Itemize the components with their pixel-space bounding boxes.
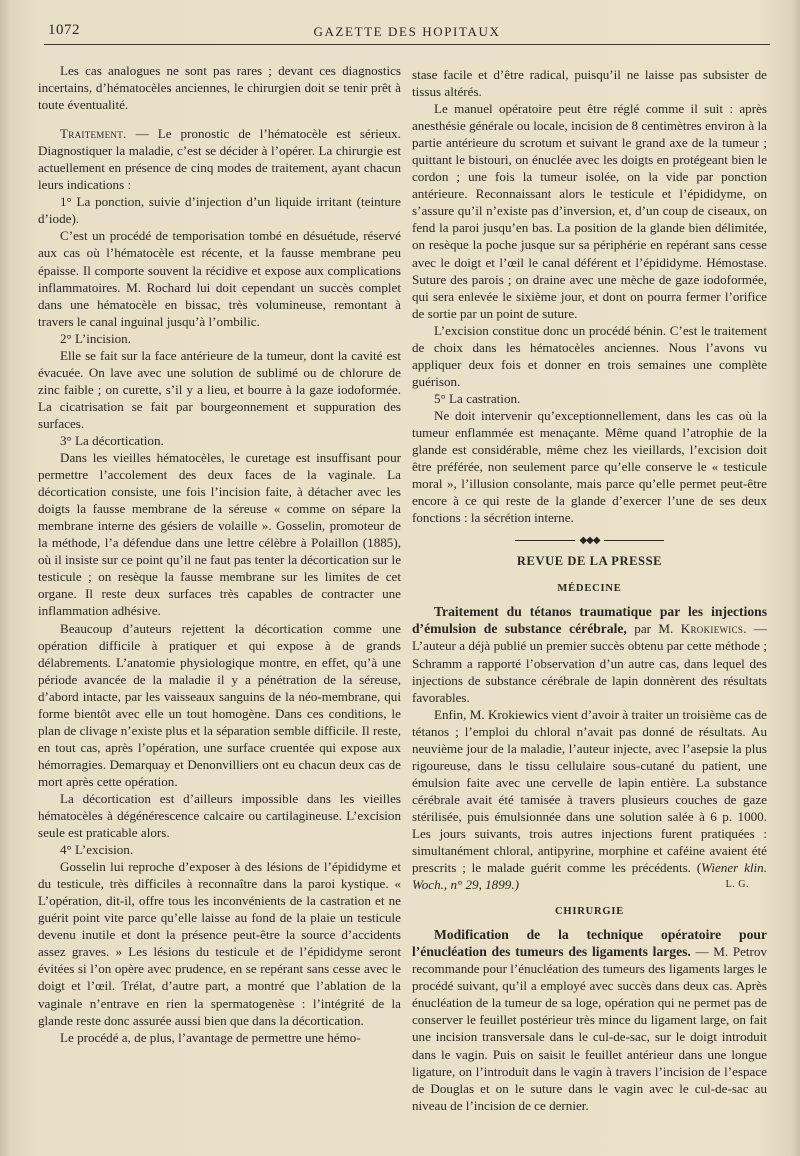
journal-title: GAZETTE DES HOPITAUX [313, 24, 501, 39]
rubric-medecine: MÉDECINE [557, 583, 622, 595]
paragraph: 1° La ponction, suivie d’injection d’un liquide irritant (teinture d’iode). [38, 194, 401, 227]
paragraph: stase facile et d’être radical, puisqu’il ne laisse pas subsister de tissus altérés. [412, 67, 767, 100]
article-source: Wiener klin. Woch. [412, 860, 767, 893]
paragraph: 2° L’incision. [60, 330, 131, 346]
paragraph: C’est un procédé de temporisation tombé en désuétude, réservé aux cas où l’hématocèle est récente, et la fausse membrane peu épaisse. Il comporte souvent la récidive et expose aux complications inflammatoires. M. Rochard lui doit cependant un succès complet dans une hématocèle en bissac, très volumineuse, remontant à travers le canal inguinal jusqu’à l’ombilic. [38, 228, 401, 329]
article-text: — M. Petrov recommande pour l’énucléation des tumeurs des ligaments larges le procédé suivant, qu’il a employé avec succès dans deux cas. Après énucléation de la tumeur de sa loge, opération qui ne permet pas de conserver le feuillet postérieur très mince du ligament large, on fait une incision transversale dans le cul-de-sac, sur le doigt introduit dans le vagin. Puis on saisit le feuillet antérieur dans une longue ligature, on l’introduit dans le vagin à travers l’incision de l’espace de Douglas et on le suture dans le vagin avec le cul-de-sac au niveau de l’incision de ce dernier. [412, 944, 767, 1113]
diamond-ornament-icon: ◆◆◆ [579, 534, 600, 546]
paragraph: Beaucoup d’auteurs rejettent la décortication comme une opération difficile à pratiquer et qui expose à de grands délabrements. L’anatomie physiologique montre, en effet, qu’à une période avancée de la maladie il y a pénétration de la séreuse, d’abord intacte, par les vaisseaux sanguins de la néo-membrane, qui forme bientôt avec elle un tout homogène. Dans ces conditions, le plan de clivage n’existe plus et la séparation semble difficile. Il reste, en tout cas, après l’opération, une surface cruentée qui expose aux hémorragies. Demarquay et Denonvilliers ont eu chacun deux cas de mort après cette opération. [38, 620, 401, 789]
paragraph: La décortication est d’ailleurs impossible dans les vieilles hématocèles à dégénérescence calcaire ou cartilagineuse. L’excision seule est praticable alors. [38, 790, 401, 841]
paragraph: Elle se fait sur la face antérieure de la tumeur, dont la cavité est évacuée. On lave avec une solution de sublimé ou de chlorure de zinc faible ; on curette, s’il y a lieu, et bourre à la gaze iodoformée. La cicatrisation se fait par bourgeonnement et suppuration des surfaces. [38, 347, 401, 431]
paragraph: Gosselin lui reproche d’exposer à des lésions de l’épididyme et du testicule, très difficiles à reconnaître dans la paroi kystique. « L’opération, dit-il, offre tous les inconvénients de la castration et ne guérit point vite parce qu’elle laisse au fond de la plaie un testicule devenu inutile et dont la présence peut-être la source d’accidents assez graves. » Les lésions du testicule et de l’épididyme seront évitées si l’on opère avec prudence, en se repérant sans cesse avec le doigt et l’œil. Trélat, d’autre part, a montré que l’ablation de la vaginale n’entrave en rien la spermatogenèse : l’intégrité de la glande reste donc assurée aussi bien que dans la décortication. [38, 859, 401, 1028]
ornamental-divider [412, 535, 767, 545]
treatment-paragraph [38, 125, 401, 193]
article-ligaments [412, 926, 767, 1114]
page-number: 1072 [48, 22, 80, 38]
article-title: Modification de la technique opératoire pour l’énucléation des tumeurs des ligaments larges. [412, 927, 767, 960]
article-byline: par M. [626, 621, 681, 637]
paragraph: 5° La castration. [434, 390, 521, 406]
treatment-heading: Traitement. [60, 126, 127, 142]
paragraph: Ne doit intervenir qu’exceptionnellement, dans les cas où la tumeur enflammée est menaçante. Même quand l’atrophie de la glande est considérable, même chez les vieillards, l’excision doit être préférée, non seulement parce qu’elle conserve le « testicule moral », l’illusion consolante, mais parce qu’elle permet peut-être encore à ce qui reste de la glande d’exercer l’une de ses deux fonctions : la sécrétion interne. [412, 407, 767, 526]
divider-line [604, 540, 664, 541]
paragraph: Dans les vieilles hématocèles, le curetage est insuffisant pour permettre l’accolement des deux faces de la vaginale. La décortication consiste, une fois l’incision faite, à détacher avec les doigts la fausse membrane de la séreuse « comme on sépare la membrane interne des gésiers de volaille ». Gosselin, promoteur de la méthode, l’a défendue dans une lettre célèbre à Polaillon (1885), où il insiste sur ce point qu’il ne faut pas tenter la décortication sur le testicule ; on resèque la fausse membrane sur les limites de cet organe. Il reste deux surfaces très capables de contracter une inflammation adhésive. [38, 450, 401, 619]
article-author: Krokiewics [680, 621, 744, 637]
paragraph: Les cas analogues ne sont pas rares ; devant ces diagnostics incertains, d’hématocèles anciennes, le chirurgien doit se tenir prêt à toute éventualité. [38, 63, 401, 113]
article-signature: L. G. [725, 879, 749, 891]
paragraph: Le procédé a, de plus, l’avantage de permettre une hémo- [60, 1029, 361, 1045]
paragraph: 4° L’excision. [60, 842, 134, 858]
article-title: Traitement du tétanos traumatique par les injections d’émulsion de substance cérébrale, [412, 604, 767, 637]
rubric-chirurgie: CHIRURGIE [554, 906, 625, 918]
right-column [412, 66, 767, 1114]
article-text: . — L’auteur a déjà publié un premier succès obtenu par cette méthode ; Schramm a rapporté l’observation d’un autre cas, dans lequel des injections de substance cérébrale de lapin donnèrent des résultats favorables. [412, 621, 767, 705]
article-text: Enfin, M. Krokiewics vient d’avoir à traiter un troisième cas de tétanos ; l’emploi du chloral n’avait pas donné de résultats. Au neuvième jour de la maladie, l’auteur injecte, avec l’asepsie la plus rigoureuse, dans le tissu cellulaire sous-cutané du patient, une émulsion faite avec une cervelle de lapin entière. La substance cérébrale avait été tamisée à travers plusieurs couches de gaze stérilisée, puis émulsionnée dans une solution salée à 6 p. 1000. Les jours suivants, trois autres injections furent pratiquées : simultanément chloral, antipyrine, morphine et caféine avaient été prescrits ; le malade guérit comme les précédents. ( [412, 706, 767, 876]
article-source-detail: , n° 29, 1899.) [443, 877, 519, 893]
paragraph: L’excision constitue donc un procédé bénin. C’est le traitement de choix dans les hématocèles anciennes. Nous l’avons vu appliquer deux fois et donner en trois semaines une complète guérison. [412, 322, 767, 389]
left-column [38, 62, 401, 1046]
treatment-text: — Le pronostic de l’hématocèle est sérieux. Diagnostiquer la maladie, c’est se décider à l’opérer. La chirurgie est actuellement en présence de cinq modes de traitement, ayant chacun leurs indications : [38, 126, 401, 193]
divider-line [515, 540, 575, 541]
page-header [44, 22, 770, 45]
article-paragraph [412, 706, 767, 894]
section-title: REVUE DE LA PRESSE [516, 554, 663, 569]
paragraph: 3° La décortication. [60, 432, 164, 448]
article-tetanos [412, 603, 767, 705]
paragraph: Le manuel opératoire peut être réglé comme il suit : après anesthésie générale ou locale, incision de 8 centimètres environ à la partie antérieure du scrotum et suivant le grand axe de la tumeur ; quittant le bistouri, on énucléе avec les doigts en protégeant bien le cordon ; une fois la tumeur isolée, on la vide par ponction antérieure. Reconnaissant alors le testicule et l’épididyme, on s’assure qu’il n’existe pas d’inversion, et, d’un coup de ciseaux, on fend la paroi jusqu’en bas. La position de la glande bien délimitée, on resèque la poche jusque sur sa périphérie en repérant sans cesse avec le doigt et l’œil le canal déférent et l’épididyme. Hémostase. Suture des parois ; on draine avec une mèche de gaze iodoformée, qui sera enlevée le sixième jour, et dont on pourra fermer l’orifice de sortie par un point de suture. [412, 101, 767, 321]
